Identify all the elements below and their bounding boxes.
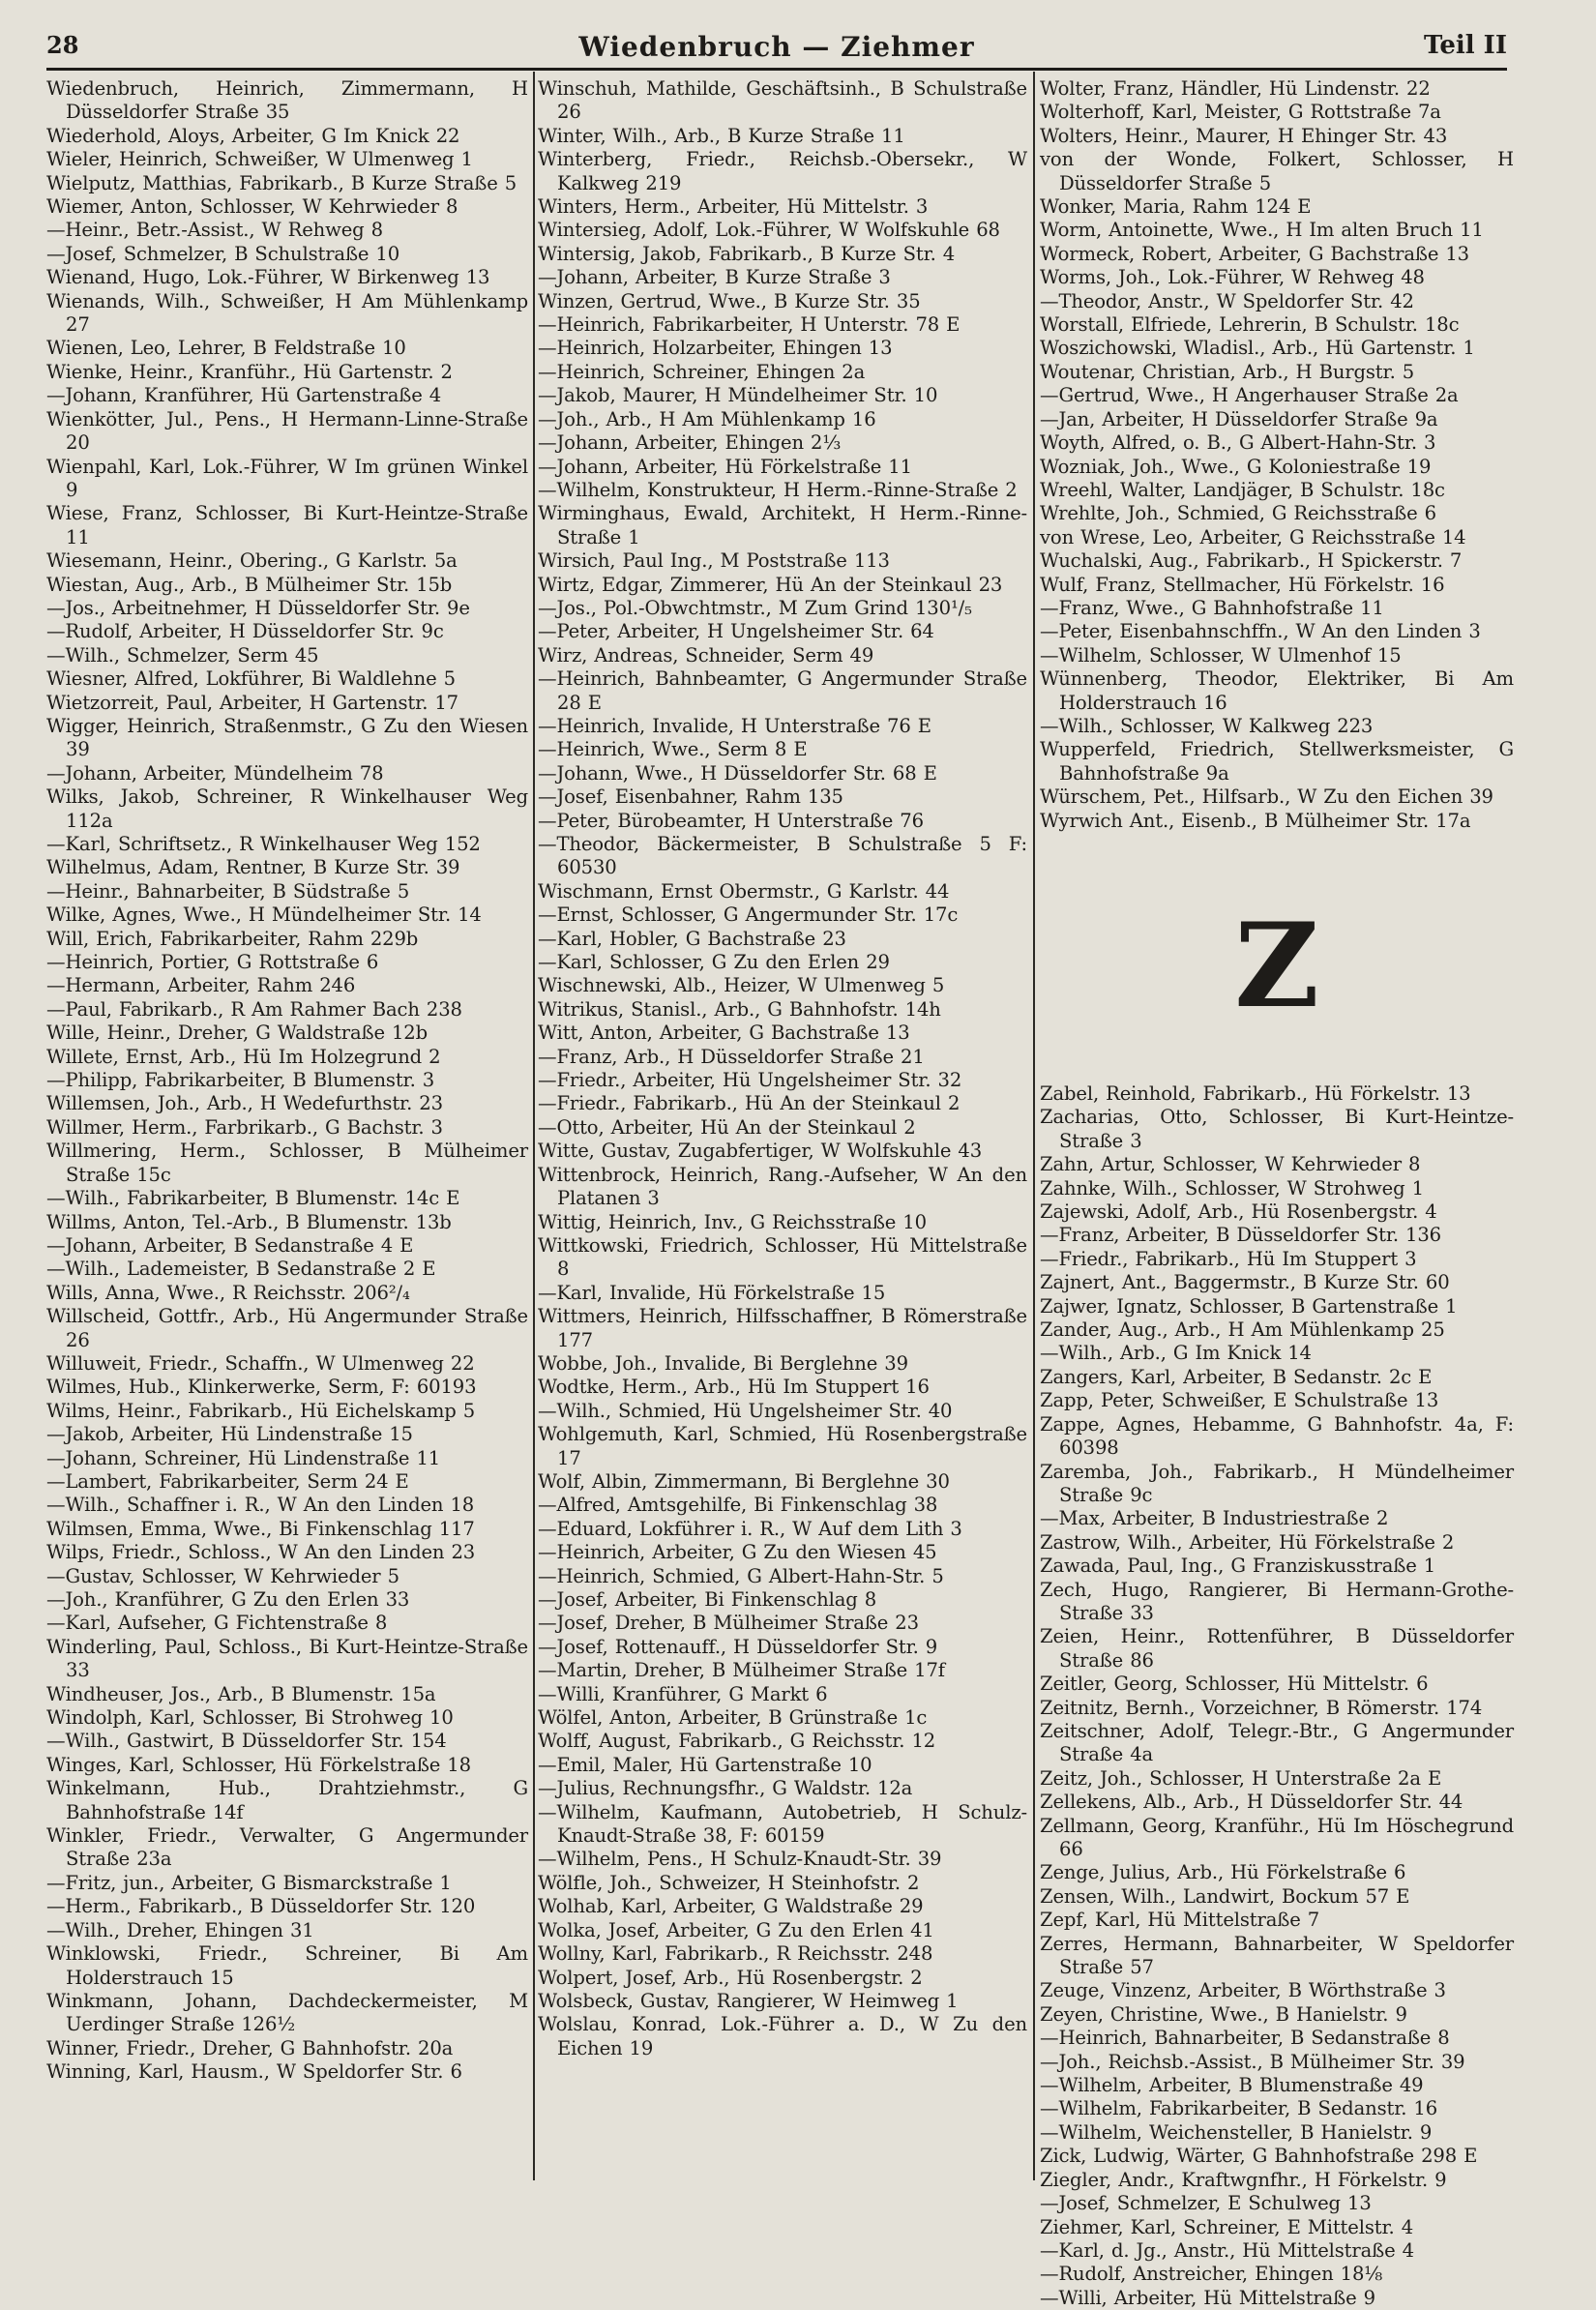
directory-entry: Zerres, Hermann, Bahnarbeiter, W Speldorfer Straße 57 <box>1040 1932 1514 1979</box>
directory-entry: Wolsbeck, Gustav, Rangierer, W Heimweg 1 <box>538 1989 959 2012</box>
directory-entry: Zensen, Wilh., Landwirt, Bockum 57 E <box>1040 1884 1410 1908</box>
directory-entry: —Jan, Arbeiter, H Düsseldorfer Straße 9a <box>1040 407 1438 430</box>
directory-entry: —Heinrich, Holzarbeiter, Ehingen 13 <box>538 337 893 360</box>
directory-entry: Wünnenberg, Theodor, Elektriker, Bi Am Holderstrauch 16 <box>1040 667 1514 714</box>
directory-entry: Willmering, Herm., Schlosser, B Mülheimer Straße 15c <box>46 1140 528 1186</box>
directory-entry: —Wilh., Dreher, Ehingen 31 <box>46 1918 314 1941</box>
directory-entry: —Paul, Fabrikarb., R Am Rahmer Bach 238 <box>46 997 462 1021</box>
directory-entry: Wittig, Heinrich, Inv., G Reichsstraße 10 <box>538 1210 927 1233</box>
directory-entry: Witt, Anton, Arbeiter, G Bachstraße 13 <box>538 1022 910 1045</box>
directory-entry: Wilms, Heinr., Fabrikarb., Hü Eichelskamp 5 <box>46 1399 476 1422</box>
directory-entry: Zabel, Reinhold, Fabrikarb., Hü Förkelstr. 13 <box>1040 1082 1471 1105</box>
directory-entry: Wölfle, Joh., Schweizer, H Steinhofstr. 2 <box>538 1871 920 1894</box>
directory-entry: Wolpert, Josef, Arb., Hü Rosenbergstr. 2 <box>538 1966 923 1989</box>
column-divider <box>1033 72 1035 2180</box>
directory-entry: —Theodor, Anstr., W Speldorfer Str. 42 <box>1040 289 1414 312</box>
directory-entry: Wills, Anna, Wwe., R Reichsstr. 206²/₄ <box>46 1281 410 1304</box>
page-title: Wiedenbruch — Ziehmer <box>578 31 975 63</box>
directory-entry: —Heinrich, Arbeiter, G Zu den Wiesen 45 <box>538 1541 937 1564</box>
directory-entry: —Heinrich, Schreiner, Ehingen 2a <box>538 360 866 383</box>
directory-entry: Winklowski, Friedr., Schreiner, Bi Am Holderstrauch 15 <box>46 1942 528 1989</box>
directory-entry: —Rudolf, Arbeiter, H Düsseldorfer Str. 9c <box>46 620 444 643</box>
directory-entry: —Josef, Schmelzer, E Schulweg 13 <box>1040 2192 1372 2215</box>
directory-entry: —Franz, Wwe., G Bahnhofstraße 11 <box>1040 596 1384 619</box>
directory-entry: Wintersig, Jakob, Fabrikarb., B Kurze Str. 4 <box>538 242 956 265</box>
directory-entry: Wiederhold, Aloys, Arbeiter, G Im Knick 22 <box>46 124 460 147</box>
directory-entry: —Jakob, Maurer, H Mündelheimer Str. 10 <box>538 384 938 407</box>
directory-entry: Wolff, August, Fabrikarb., G Reichsstr. 12 <box>538 1730 936 1753</box>
directory-entry: Wille, Heinr., Dreher, G Waldstraße 12b <box>46 1022 428 1045</box>
directory-entry: —Eduard, Lokführer i. R., W Auf dem Lith 3 <box>538 1517 962 1540</box>
directory-entry: Wilhelmus, Adam, Rentner, B Kurze Str. 39 <box>46 856 460 879</box>
directory-entry: Wienpahl, Karl, Lok.-Führer, W Im grünen Winkel 9 <box>46 455 528 501</box>
directory-entry: Zellmann, Georg, Kranführ., Hü Im Höschegrund 66 <box>1040 1814 1514 1860</box>
directory-entry: —Johann, Arbeiter, Mündelheim 78 <box>46 761 384 785</box>
directory-entry: Wienen, Leo, Lehrer, B Feldstraße 10 <box>46 337 406 360</box>
directory-entry: Zander, Aug., Arb., H Am Mühlenkamp 25 <box>1040 1318 1445 1342</box>
directory-entry: —Karl, Schlosser, G Zu den Erlen 29 <box>538 951 890 974</box>
directory-entry: Worms, Joh., Lok.-Führer, W Rehweg 48 <box>1040 266 1425 289</box>
directory-entry: —Karl, Aufseher, G Fichtenstraße 8 <box>46 1612 388 1635</box>
directory-entry: Willms, Anton, Tel.-Arb., B Blumenstr. 13b <box>46 1210 452 1233</box>
directory-entry: —Gustav, Schlosser, W Kehrwieder 5 <box>46 1564 399 1587</box>
directory-entry: Zajwer, Ignatz, Schlosser, B Gartenstraße 1 <box>1040 1294 1458 1318</box>
directory-entry: —Friedr., Fabrikarb., Hü An der Steinkaul 2 <box>538 1092 961 1115</box>
directory-entry: —Hermann, Arbeiter, Rahm 246 <box>46 974 356 997</box>
directory-entry: Winzen, Gertrud, Wwe., B Kurze Str. 35 <box>538 289 921 312</box>
directory-entry: —Heinr., Bahnarbeiter, B Südstraße 5 <box>46 879 410 903</box>
directory-entry: —Johann, Wwe., H Düsseldorfer Str. 68 E <box>538 761 937 785</box>
directory-entry: Wulf, Franz, Stellmacher, Hü Förkelstr. 16 <box>1040 573 1445 596</box>
header-rule <box>46 68 1507 71</box>
directory-entry: Wonker, Maria, Rahm 124 E <box>1040 195 1312 219</box>
directory-entry: Wilmsen, Emma, Wwe., Bi Finkenschlag 117 <box>46 1517 475 1540</box>
directory-entry: Woszichowski, Wladisl., Arb., Hü Gartenstr. 1 <box>1040 337 1475 360</box>
directory-entry: —Willi, Arbeiter, Hü Mittelstraße 9 <box>1040 2286 1375 2309</box>
directory-entry: Woutenar, Christian, Arb., H Burgstr. 5 <box>1040 360 1415 383</box>
directory-entry: Wietzorreit, Paul, Arbeiter, H Gartenstr. 17 <box>46 691 458 714</box>
directory-entry: —Franz, Arbeiter, B Düsseldorfer Str. 136 <box>1040 1224 1441 1247</box>
directory-entry: Winschuh, Mathilde, Geschäftsinh., B Schulstraße 26 <box>538 77 1027 124</box>
directory-entry: Willscheid, Gottfr., Arb., Hü Angermunder Straße 26 <box>46 1305 528 1351</box>
directory-entry: —Josef, Arbeiter, Bi Finkenschlag 8 <box>538 1588 877 1611</box>
directory-entry: Wigger, Heinrich, Straßenmstr., G Zu den Wiesen 39 <box>46 714 528 761</box>
directory-entry: —Fritz, jun., Arbeiter, G Bismarckstraße 1 <box>46 1871 452 1894</box>
directory-entry: Willete, Ernst, Arb., Hü Im Holzegrund 2 <box>46 1045 441 1068</box>
directory-entry: —Joh., Kranführer, G Zu den Erlen 33 <box>46 1588 410 1611</box>
directory-entry: —Jos., Pol.-Obwchtmstr., M Zum Grind 130¹/₅ <box>538 596 972 619</box>
directory-entry: Wilke, Agnes, Wwe., H Mündelheimer Str. 14 <box>46 903 482 927</box>
directory-entry: —Heinrich, Schmied, G Albert-Hahn-Str. 5 <box>538 1564 944 1587</box>
directory-entry: —Heinrich, Bahnbeamter, G Angermunder Straße 28 E <box>538 667 1027 714</box>
directory-entry: —Wilh., Arb., G Im Knick 14 <box>1040 1342 1312 1365</box>
directory-entry: —Wilh., Gastwirt, B Düsseldorfer Str. 154 <box>46 1730 447 1753</box>
directory-entry: —Philipp, Fabrikarbeiter, B Blumenstr. 3 <box>46 1069 435 1092</box>
directory-entry: Willuweit, Friedr., Schaffn., W Ulmenweg 22 <box>46 1351 475 1375</box>
directory-entry: —Heinrich, Portier, G Rottstraße 6 <box>46 951 379 974</box>
directory-entry: —Alfred, Amtsgehilfe, Bi Finkenschlag 38 <box>538 1494 938 1517</box>
directory-entry: Witte, Gustav, Zugabfertiger, W Wolfskuhle 43 <box>538 1140 983 1163</box>
directory-entry: Wienand, Hugo, Lok.-Führer, W Birkenweg 13 <box>46 266 490 289</box>
directory-entry: —Johann, Arbeiter, Ehingen 2⅓ <box>538 431 842 455</box>
directory-entry: —Emil, Maler, Hü Gartenstraße 10 <box>538 1753 872 1776</box>
directory-entry: Zastrow, Wilh., Arbeiter, Hü Förkelstraße 2 <box>1040 1530 1455 1554</box>
directory-entry: —Heinrich, Invalide, H Unterstraße 76 E <box>538 714 931 737</box>
directory-entry: —Wilhelm, Pens., H Schulz-Knaudt-Str. 39 <box>538 1848 942 1871</box>
directory-entry: Zajnert, Ant., Baggermstr., B Kurze Str. 60 <box>1040 1271 1450 1294</box>
directory-entry: Wischmann, Ernst Obermstr., G Karlstr. 44 <box>538 879 950 903</box>
column-3-z-entries <box>1040 1082 1514 2310</box>
directory-entry: —Rudolf, Anstreicher, Ehingen 18⅛ <box>1040 2263 1383 2286</box>
directory-entry: —Peter, Arbeiter, H Ungelsheimer Str. 64 <box>538 620 934 643</box>
directory-entry: —Karl, Hobler, G Bachstraße 23 <box>538 927 846 950</box>
directory-entry: Zacharias, Otto, Schlosser, Bi Kurt-Heintze-Straße 3 <box>1040 1106 1514 1152</box>
directory-entry: Zaremba, Joh., Fabrikarb., H Mündelheimer Straße 9c <box>1040 1460 1514 1506</box>
part-label: Teil II <box>1423 31 1507 60</box>
directory-entry: Worm, Antoinette, Wwe., H Im alten Bruch 11 <box>1040 219 1484 242</box>
directory-entry: —Ernst, Schlosser, G Angermunder Str. 17c <box>538 903 959 927</box>
directory-entry: —Joh., Arb., H Am Mühlenkamp 16 <box>538 407 876 430</box>
directory-entry: Würschem, Pet., Hilfsarb., W Zu den Eichen 39 <box>1040 785 1493 809</box>
directory-entry: Wieler, Heinrich, Schweißer, W Ulmenweg 1 <box>46 148 473 171</box>
directory-entry: Willmer, Herm., Farbrikarb., G Bachstr. 3 <box>46 1115 443 1139</box>
directory-entry: Zech, Hugo, Rangierer, Bi Hermann-Grothe-Straße 33 <box>1040 1578 1514 1624</box>
directory-entry: Winter, Wilh., Arb., B Kurze Straße 11 <box>538 124 905 147</box>
directory-entry: Wiesner, Alfred, Lokführer, Bi Waldlehne 5 <box>46 667 456 691</box>
directory-entry: Wolters, Heinr., Maurer, H Ehinger Str. 43 <box>1040 124 1448 147</box>
directory-entry: Wreehl, Walter, Landjäger, B Schulstr. 18c <box>1040 478 1445 501</box>
directory-entry: —Wilh., Lademeister, B Sedanstraße 2 E <box>46 1258 436 1281</box>
directory-entry: Zajewski, Adolf, Arb., Hü Rosenbergstr. 4 <box>1040 1200 1437 1224</box>
directory-entry: Wiese, Franz, Schlosser, Bi Kurt-Heintze-Straße 11 <box>46 502 528 548</box>
directory-entry: Ziehmer, Karl, Schreiner, E Mittelstr. 4 <box>1040 2215 1414 2238</box>
directory-entry: —Josef, Dreher, B Mülheimer Straße 23 <box>538 1612 919 1635</box>
directory-entry: Wolslau, Konrad, Lok.-Führer a. D., W Zu den Eichen 19 <box>538 2013 1027 2059</box>
column-divider <box>533 72 535 2180</box>
directory-entry: —Lambert, Fabrikarbeiter, Serm 24 E <box>46 1469 409 1493</box>
directory-entry: Wobbe, Joh., Invalide, Bi Berglehne 39 <box>538 1351 908 1375</box>
directory-entry: Wischnewski, Alb., Heizer, W Ulmenweg 5 <box>538 974 945 997</box>
directory-entry: Winterberg, Friedr., Reichsb.-Obersekr., W Kalkweg 219 <box>538 148 1027 194</box>
directory-entry: Willemsen, Joh., Arb., H Wedefurthstr. 23 <box>46 1092 443 1115</box>
directory-entry: —Karl, d. Jg., Anstr., Hü Mittelstraße 4 <box>1040 2238 1414 2262</box>
directory-entry: —Wilhelm, Arbeiter, B Blumenstraße 49 <box>1040 2074 1424 2097</box>
directory-entry: Zahn, Artur, Schlosser, W Kehrwieder 8 <box>1040 1153 1421 1176</box>
directory-entry: Wozniak, Joh., Wwe., G Koloniestraße 19 <box>1040 455 1432 478</box>
directory-entry: Wollny, Karl, Fabrikarb., R Reichsstr. 248 <box>538 1942 933 1966</box>
directory-entry: Wyrwich Ant., Eisenb., B Mülheimer Str. 17a <box>1040 809 1471 832</box>
directory-entry: Wormeck, Robert, Arbeiter, G Bachstraße 13 <box>1040 242 1469 265</box>
directory-entry: Wiestan, Aug., Arb., B Mülheimer Str. 15b <box>46 573 453 596</box>
directory-entry: Zick, Ludwig, Wärter, G Bahnhofstraße 298 E <box>1040 2145 1478 2168</box>
directory-entry: Witrikus, Stanisl., Arb., G Bahnhofstr. 14h <box>538 997 941 1021</box>
directory-entry: —Heinrich, Wwe., Serm 8 E <box>538 738 808 761</box>
directory-entry: —Karl, Invalide, Hü Förkelstraße 15 <box>538 1281 886 1304</box>
directory-entry: Wielputz, Matthias, Fabrikarb., B Kurze Straße 5 <box>46 171 517 194</box>
directory-entry: Zangers, Karl, Arbeiter, B Sedanstr. 2c E <box>1040 1365 1433 1388</box>
directory-entry: Winderling, Paul, Schloss., Bi Kurt-Heintze-Straße 33 <box>46 1635 528 1682</box>
directory-entry: Zapp, Peter, Schweißer, E Schulstraße 13 <box>1040 1389 1439 1412</box>
directory-entry: Worstall, Elfriede, Lehrerin, B Schulstr. 18c <box>1040 313 1460 337</box>
directory-entry: —Wilh., Schmelzer, Serm 45 <box>46 643 319 666</box>
directory-entry: Winges, Karl, Schlosser, Hü Förkelstraße 18 <box>46 1753 471 1776</box>
directory-entry: —Friedr., Fabrikarb., Hü Im Stuppert 3 <box>1040 1247 1417 1270</box>
directory-entry: —Wilhelm, Fabrikarbeiter, B Sedanstr. 16 <box>1040 2097 1438 2120</box>
directory-entry: Wölfel, Anton, Arbeiter, B Grünstraße 1c <box>538 1706 928 1730</box>
directory-entry: —Joh., Reichsb.-Assist., B Mülheimer Str. 39 <box>1040 2050 1465 2073</box>
directory-entry: Wolter, Franz, Händler, Hü Lindenstr. 22 <box>1040 77 1431 100</box>
page-header <box>46 31 1507 68</box>
directory-entry: Zeitschner, Adolf, Telegr.-Btr., G Angermunder Straße 4a <box>1040 1719 1514 1766</box>
directory-entry: —Franz, Arb., H Düsseldorfer Straße 21 <box>538 1045 925 1068</box>
directory-entry: von der Wonde, Folkert, Schlosser, H Düsseldorfer Straße 5 <box>1040 148 1514 194</box>
directory-entry: —Heinr., Betr.-Assist., W Rehweg 8 <box>46 219 383 242</box>
directory-entry: Wienkötter, Jul., Pens., H Hermann-Linne-Straße 20 <box>46 407 528 455</box>
directory-entry: Wiesemann, Heinr., Obering., G Karlstr. 5a <box>46 549 458 573</box>
directory-entry: —Johann, Arbeiter, B Sedanstraße 4 E <box>46 1233 414 1257</box>
column-3 <box>1040 77 1514 2309</box>
directory-entry: —Wilhelm, Weichensteller, B Hanielstr. 9 <box>1040 2120 1433 2144</box>
directory-entry: Wilps, Friedr., Schloss., W An den Linden 23 <box>46 1541 476 1564</box>
directory-entry: Wolterhoff, Karl, Meister, G Rottstraße 7a <box>1040 101 1441 124</box>
directory-entry: —Karl, Schriftsetz., R Winkelhauser Weg 152 <box>46 833 481 855</box>
directory-entry: —Wilhelm, Schlosser, W Ulmenhof 15 <box>1040 643 1402 666</box>
directory-entry: Wirminghaus, Ewald, Architekt, H Herm.-Rinne-Straße 1 <box>538 502 1027 548</box>
directory-entry: Wirz, Andreas, Schneider, Serm 49 <box>538 643 874 666</box>
directory-entry: Wiemer, Anton, Schlosser, W Kehrwieder 8 <box>46 195 458 219</box>
directory-entry: Wuchalski, Aug., Fabrikarb., H Spickerstr. 7 <box>1040 549 1463 573</box>
directory-entry: —Johann, Arbeiter, Hü Förkelstraße 11 <box>538 455 912 478</box>
directory-entry: Winkelmann, Hub., Drahtziehmstr., G Bahnhofstraße 14f <box>46 1777 528 1823</box>
directory-entry: Wienke, Heinr., Kranführ., Hü Gartenstr. 2 <box>46 360 453 383</box>
directory-entry: Zepf, Karl, Hü Mittelstraße 7 <box>1040 1909 1320 1932</box>
directory-entry: Winkler, Friedr., Verwalter, G Angermunder Straße 23a <box>46 1824 528 1871</box>
directory-entry: —Wilh., Schaffner i. R., W An den Linden 18 <box>46 1494 475 1517</box>
directory-entry: Woyth, Alfred, o. B., G Albert-Hahn-Str. 3 <box>1040 431 1436 455</box>
directory-entry: Wolf, Albin, Zimmermann, Bi Berglehne 30 <box>538 1469 950 1493</box>
directory-entry: —Johann, Schreiner, Hü Lindenstraße 11 <box>46 1446 441 1469</box>
directory-entry: Wilks, Jakob, Schreiner, R Winkelhauser Weg 112a <box>46 785 528 832</box>
directory-entry: Wintersieg, Adolf, Lok.-Führer, W Wolfskuhle 68 <box>538 219 1000 242</box>
column-3-w-entries <box>1040 77 1514 833</box>
directory-entry: —Johann, Kranführer, Hü Gartenstraße 4 <box>46 384 442 407</box>
directory-entry: —Otto, Arbeiter, Hü An der Steinkaul 2 <box>538 1115 916 1139</box>
directory-entry: Zeuge, Vinzenz, Arbeiter, B Wörthstraße 3 <box>1040 1979 1446 2002</box>
page-number: 28 <box>46 31 79 59</box>
section-letter: Z <box>1234 898 1319 1034</box>
directory-entry: Winning, Karl, Hausm., W Speldorfer Str. 6 <box>46 2060 462 2084</box>
directory-entry: —Wilh., Schmied, Hü Ungelsheimer Str. 40 <box>538 1399 953 1422</box>
directory-entry: Winner, Friedr., Dreher, G Bahnhofstr. 20a <box>46 2036 454 2059</box>
directory-entry: —Willi, Kranführer, G Markt 6 <box>538 1682 828 1705</box>
directory-entry: Zeitler, Georg, Schlosser, Hü Mittelstr. 6 <box>1040 1673 1429 1696</box>
directory-entry: Zellekens, Alb., Arb., H Düsseldorfer Str. 44 <box>1040 1791 1463 1814</box>
column-1 <box>46 77 528 2244</box>
directory-entry: Winters, Herm., Arbeiter, Hü Mittelstr. 3 <box>538 195 929 219</box>
directory-entry: Zeitnitz, Bernh., Vorzeichner, B Römerstr. 174 <box>1040 1696 1483 1719</box>
directory-entry: —Wilhelm, Konstrukteur, H Herm.-Rinne-Straße 2 <box>538 478 1018 501</box>
directory-entry: Wrehlte, Joh., Schmied, G Reichsstraße 6 <box>1040 502 1436 525</box>
directory-entry: Wirsich, Paul Ing., M Poststraße 113 <box>538 549 890 573</box>
directory-entry: —Wilh., Schlosser, W Kalkweg 223 <box>1040 714 1374 737</box>
directory-entry: —Theodor, Bäckermeister, B Schulstraße 5 F: 60530 <box>538 833 1027 879</box>
directory-entry: Wolhab, Karl, Arbeiter, G Waldstraße 29 <box>538 1895 924 1918</box>
directory-entry: Wittmers, Heinrich, Hilfsschaffner, B Römerstraße 177 <box>538 1305 1027 1351</box>
directory-entry: Zappe, Agnes, Hebamme, G Bahnhofstr. 4a, F: 60398 <box>1040 1412 1514 1460</box>
directory-entry: Will, Erich, Fabrikarbeiter, Rahm 229b <box>46 927 419 950</box>
directory-entry: Wienands, Wilh., Schweißer, H Am Mühlenkamp 27 <box>46 289 528 337</box>
directory-entry: Zeien, Heinr., Rottenführer, B Düsseldorfer Straße 86 <box>1040 1625 1514 1672</box>
directory-entry: —Johann, Arbeiter, B Kurze Straße 3 <box>538 266 891 289</box>
directory-entry: —Max, Arbeiter, B Industriestraße 2 <box>1040 1507 1389 1530</box>
directory-entry: Wupperfeld, Friedrich, Stellwerksmeister, G Bahnhofstraße 9a <box>1040 738 1514 785</box>
directory-entry: —Friedr., Arbeiter, Hü Ungelsheimer Str. 32 <box>538 1069 962 1092</box>
directory-entry: —Heinrich, Fabrikarbeiter, H Unterstr. 78 E <box>538 313 961 337</box>
directory-entry: Wilmes, Hub., Klinkerwerke, Serm, F: 60193 <box>46 1376 477 1399</box>
directory-entry: —Josef, Schmelzer, B Schulstraße 10 <box>46 242 400 265</box>
directory-entry: Zeitz, Joh., Schlosser, H Unterstraße 2a E <box>1040 1766 1442 1790</box>
directory-entry: Ziegler, Andr., Kraftwgnfhr., H Förkelstr. 9 <box>1040 2168 1447 2191</box>
directory-entry: Wittenbrock, Heinrich, Rang.-Aufseher, W An den Platanen 3 <box>538 1163 1027 1210</box>
directory-entry: Wittkowski, Friedrich, Schlosser, Hü Mittelstraße 8 <box>538 1233 1027 1281</box>
directory-entry: Zenge, Julius, Arb., Hü Förkelstraße 6 <box>1040 1861 1406 1884</box>
directory-entry: —Jakob, Arbeiter, Hü Lindenstraße 15 <box>46 1423 413 1446</box>
directory-entry: Windheuser, Jos., Arb., B Blumenstr. 15a <box>46 1682 436 1705</box>
directory-entry: —Martin, Dreher, B Mülheimer Straße 17f <box>538 1659 945 1682</box>
directory-entry: Wohlgemuth, Karl, Schmied, Hü Rosenbergstraße 17 <box>538 1423 1027 1469</box>
directory-entry: —Heinrich, Bahnarbeiter, B Sedanstraße 8 <box>1040 2027 1450 2050</box>
directory-entry: —Julius, Rechnungsfhr., G Waldstr. 12a <box>538 1777 913 1800</box>
directory-entry: —Wilh., Fabrikarbeiter, B Blumenstr. 14c E <box>46 1187 460 1210</box>
directory-entry: Zahnke, Wilh., Schlosser, W Strohweg 1 <box>1040 1176 1424 1199</box>
directory-entry: —Herm., Fabrikarb., B Düsseldorfer Str. 120 <box>46 1895 476 1918</box>
directory-entry: —Josef, Rottenauff., H Düsseldorfer Str. 9 <box>538 1635 938 1658</box>
directory-entry: Wirtz, Edgar, Zimmerer, Hü An der Steinkaul 23 <box>538 573 1003 596</box>
directory-entry: —Peter, Eisenbahnschffn., W An den Linden 3 <box>1040 620 1481 643</box>
directory-entry: Zawada, Paul, Ing., G Franziskusstraße 1 <box>1040 1555 1436 1578</box>
column-2 <box>538 77 1027 2244</box>
directory-entry: —Jos., Arbeitnehmer, H Düsseldorfer Str. 9e <box>46 596 470 619</box>
directory-entry: —Josef, Eisenbahner, Rahm 135 <box>538 785 843 809</box>
directory-entry: —Peter, Bürobeamter, H Unterstraße 76 <box>538 809 924 832</box>
directory-entry: Wolka, Josef, Arbeiter, G Zu den Erlen 41 <box>538 1918 934 1941</box>
directory-entry: von Wrese, Leo, Arbeiter, G Reichsstraße 14 <box>1040 525 1466 548</box>
directory-entry: Wodtke, Herm., Arb., Hü Im Stuppert 16 <box>538 1376 930 1399</box>
directory-entry: Wiedenbruch, Heinrich, Zimmermann, H Düsseldorfer Straße 35 <box>46 77 528 124</box>
directory-entry: Winkmann, Johann, Dachdeckermeister, M Uerdinger Straße 126½ <box>46 1989 528 2036</box>
directory-entry: Windolph, Karl, Schlosser, Bi Strohweg 10 <box>46 1706 454 1730</box>
directory-entry: —Wilhelm, Kaufmann, Autobetrieb, H Schulz-Knaudt-Straße 38, F: 60159 <box>538 1800 1027 1848</box>
directory-entry: —Gertrud, Wwe., H Angerhauser Straße 2a <box>1040 384 1459 407</box>
directory-entry: Zeyen, Christine, Wwe., B Hanielstr. 9 <box>1040 2002 1407 2026</box>
